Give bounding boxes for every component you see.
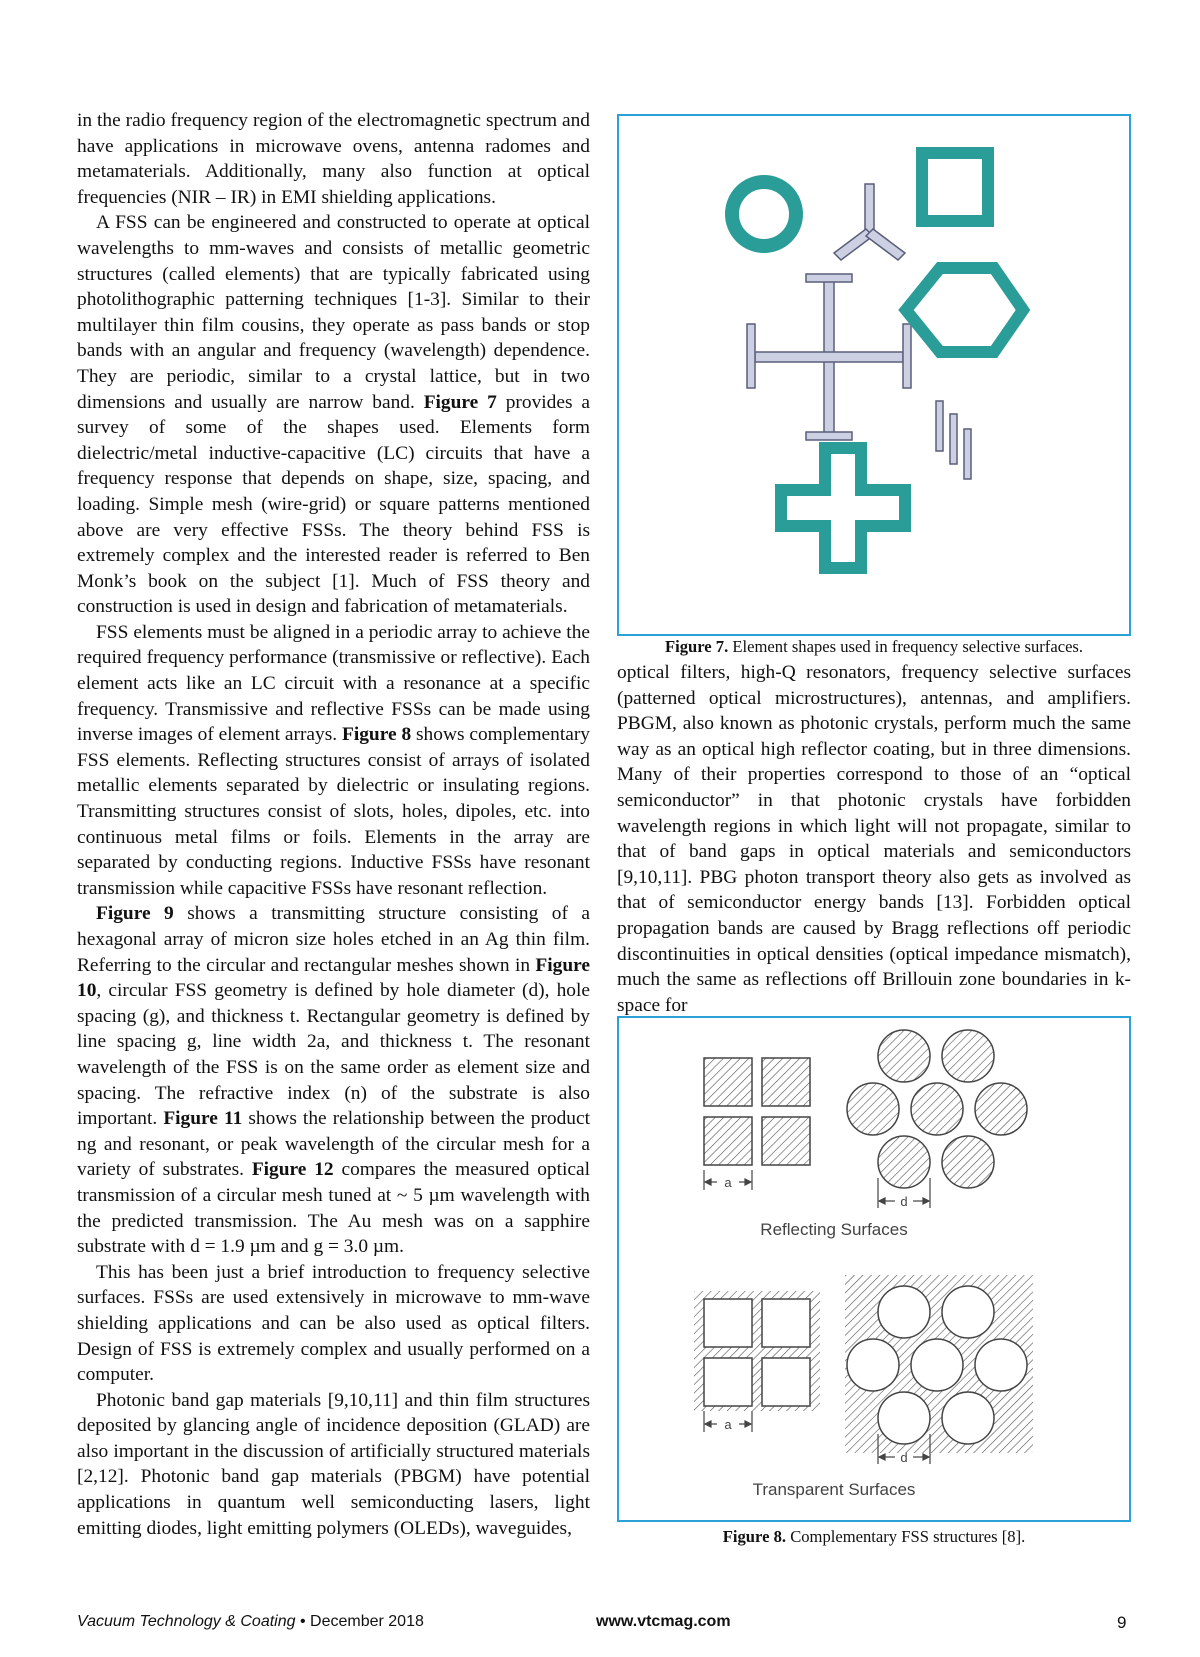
paragraph: Figure 9 shows a transmitting structure consisting of a hexagonal array of micron size holes etched in an Ag thin film. Referring to the circular and rectangular meshes shown in Figure 10, circular FSS geometry is defined by hole diameter (d), hole spacing (g), and thickness t. Rectangular geometry is defined by line spacing g, line width 2a, and thickness t. The resonant wavelength of the FSS is on the same order as element size and spacing. The refractive index (n) of the substrate is also important. Figure 11 shows the relationship between the product ng and resonant, or peak wavelength of the circular mesh for a variety of substrates. Figure 12 compares the measured optical transmission of a circular mesh tuned at ~ 5 µm wavelength with the predicted transmission. The Au mesh was on a sapphire substrate with d = 1.9 µm and g = 3.0 µm. xyxy=(77,903,591,1258)
transparent-circle-array xyxy=(845,1275,1033,1453)
paragraph: FSS elements must be aligned in a periodic array to achieve the required frequency performance (transmissive or reflective). Each element acts like an LC circuit with a resonance at a specific frequency. Transmissive and reflective FSSs can be made using inverse images of element arrays. Figure 8 shows complementary FSS elements. Reflecting structures consist of arrays of isolated metallic elements separated by dielectric or insulating regions. Transmitting structures consist of slots, holes, dipoles, etc. into continuous metal films or foils. Elements in the array are separated by conducting regions. Inductive FSSs have resonant transmission while capacitive FSSs have resonant reflection. xyxy=(77,621,590,899)
figure-reference: Figure 10 xyxy=(77,954,590,1002)
figure-8-caption: Figure 8. Complementary FSS structures [8]. xyxy=(722,1527,1026,1546)
dimension-a-label: a xyxy=(724,1175,732,1190)
paragraph: optical filters, high-Q resonators, frequency selective surfaces (patterned optical microstructures), antennas, and amplifiers. PBGM, also known as photonic crystals, perform much the same way as an optical high reflector coating, but in three dimensions. Many of their properties correspond to those of an “optical semiconductor” in that photonic crystals have forbidden wavelength regions in which light will not propagate, similar to that of band gaps in optical materials and semiconductors [9,10,11]. PBG photon transport theory also gets as involved as that of semiconductor energy bands [13]. Forbidden optical propagation bands are caused by Bragg reflections off periodic discontinuities in optical densities (optical impedance mismatch), much the same as reflections off Brillouin zone boundaries in k-space for xyxy=(617,662,1131,1016)
paragraph: This has been just a brief introduction to frequency selective surfaces. FSSs are used extensively in microwave to mm-wave shielding applications and can be also used as optical filters. Design of FSS is extremely complex and usually performed on a computer. xyxy=(77,1261,590,1386)
reflecting-square-array xyxy=(704,1058,810,1165)
dipole-elements xyxy=(936,401,971,479)
figure-reference: Figure 9 xyxy=(96,903,174,925)
ring-element xyxy=(732,182,796,246)
figure-8 xyxy=(617,1016,1131,1522)
cross-loop-element xyxy=(781,448,905,568)
page-number: 9 xyxy=(1117,1613,1127,1632)
dimension-d-label: d xyxy=(900,1194,908,1209)
figure-7 xyxy=(617,114,1131,636)
paragraph: in the radio frequency region of the electromagnetic spectrum and have applications in microwave ovens, antenna radomes and metamaterials. Additionally, many also function at optical frequencies (NIR – IR) in EMI shielding applications. xyxy=(77,110,590,208)
figure-reference: Figure 7 xyxy=(423,391,497,413)
transparent-square-array xyxy=(694,1291,820,1411)
footer-publication: Vacuum Technology & Coating • December 2018 xyxy=(77,1613,424,1630)
tripole-element xyxy=(834,184,905,260)
paragraph: Photonic band gap materials [9,10,11] and thin film structures deposited by glancing angle of incidence deposition (GLAD) are also important in the discussion of artificially structured materials [2,12]. Photonic band gap materials (PBGM) have potential applications in quantum well semiconducting lasers, light emitting diodes, light emitting polymers (OLEDs), waveguides, xyxy=(77,1389,590,1539)
paragraph: A FSS can be engineered and constructed to operate at optical wavelengths to mm-waves and consists of metallic geometric structures (called elements) that are typically fabricated using photolithographic patterning techniques [1-3]. Similar to their multilayer thin film cousins, they operate as pass bands or stop bands with an angular and frequency (wavelength) dependence. They are periodic, similar to a crystal lattice, but in two dimensions and usually are narrow band. Figure 7 provides a survey of some of the shapes used. Elements form dielectric/metal inductive-capacitive (LC) circuits that have a frequency response that depends on shape, size, spacing, and loading. Simple mesh (wire-grid) or square patterns mentioned above are very effective FSSs. The theory behind FSS is extremely complex and the interested reader is referred to Ben Monk’s book on the subject [1]. Much of FSS theory and construction is used in design and fabrication of metamaterials. xyxy=(77,212,590,618)
figure-reference: Figure 11 xyxy=(163,1108,243,1130)
jerusalem-cross-element xyxy=(747,274,911,440)
figure-reference: Figure 8 xyxy=(342,724,412,746)
left-column xyxy=(77,108,590,1541)
hexagon-loop-element xyxy=(906,268,1023,352)
element-shapes-illustration xyxy=(619,116,1129,634)
figure-7-caption: Figure 7. Element shapes used in frequency selective surfaces. xyxy=(664,637,1084,656)
reflecting-surfaces-label: Reflecting Surfaces xyxy=(760,1220,908,1239)
square-loop-element xyxy=(922,153,988,221)
dimension-d-label: d xyxy=(900,1450,908,1465)
dimension-a-label: a xyxy=(724,1417,732,1432)
complementary-fss-illustration xyxy=(619,1018,1129,1520)
footer-website[interactable]: www.vtcmag.com xyxy=(596,1613,731,1630)
right-column xyxy=(617,660,1131,1018)
transparent-surfaces-label: Transparent Surfaces xyxy=(752,1480,916,1499)
figure-reference: Figure 12 xyxy=(251,1159,334,1181)
reflecting-circle-array xyxy=(847,1030,1027,1188)
